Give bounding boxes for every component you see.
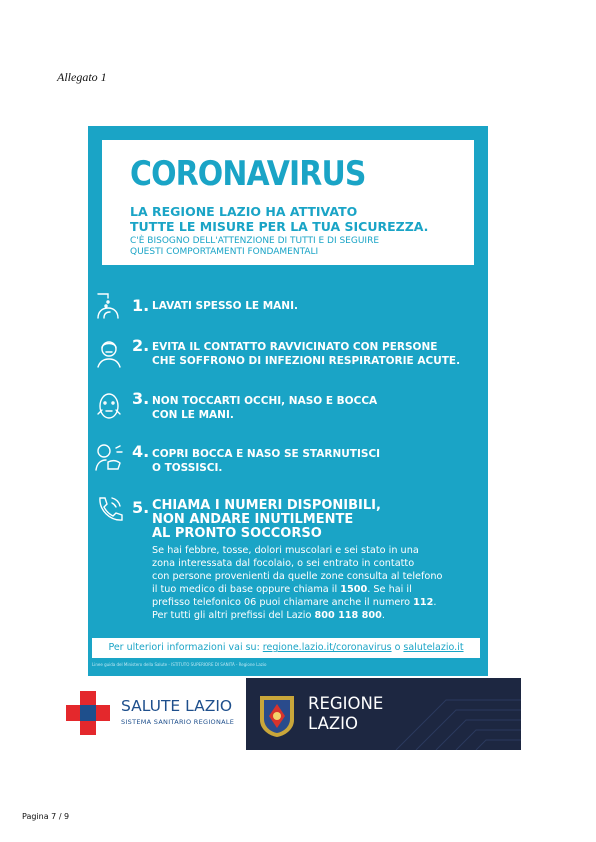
- info-mid: o: [391, 642, 404, 653]
- salutelazio-link[interactable]: salutelazio.it: [403, 642, 464, 653]
- poster-header: [102, 140, 474, 265]
- phone-number-1500: 1500: [340, 584, 368, 595]
- regione-link[interactable]: regione.lazio.it/coronavirus: [262, 642, 392, 653]
- desc-line: [152, 596, 482, 609]
- intro-line-1: C'È BISOGNO DELL'ATTENZIONE DI TUTTI E DI SEGUIRE: [130, 236, 380, 246]
- poster-fine-print: Linee guida del Ministero della Salute - ISTITUTO SUPERIORE DI SANITÀ - Regione Lazio: [92, 662, 267, 667]
- attachment-label: Allegato 1: [57, 70, 107, 84]
- red-cross-icon: [66, 691, 110, 735]
- subtitle-line-1: LA REGIONE LAZIO HA ATTIVATO: [130, 204, 358, 219]
- rule-item-3: [88, 386, 488, 430]
- desc-text: .: [381, 610, 385, 621]
- rule-item-4: [88, 438, 488, 484]
- rule-text-line-1: COPRI BOCCA E NASO SE STARNUTISCI: [152, 448, 381, 460]
- rule-text-line-2: CHE SOFFRONO DI INFEZIONI RESPIRATORIE ACUTE.: [152, 355, 461, 367]
- rule-text-line-2: NON ANDARE INUTILMENTE: [152, 512, 354, 527]
- desc-text: .: [433, 597, 437, 608]
- salute-lazio-name: SALUTE LAZIO: [121, 697, 233, 715]
- poster-subtitle: [130, 204, 428, 234]
- desc-line: Se hai febbre, tosse, dolori muscolari e sei stato in una: [152, 545, 419, 556]
- regione-line-2: LAZIO: [308, 714, 359, 733]
- regione-emblem-icon: [256, 690, 298, 738]
- sneeze-icon: [92, 440, 126, 474]
- rule-text-line-2: O TOSSISCI.: [152, 462, 223, 474]
- intro-line-2: QUESTI COMPORTAMENTI FONDAMENTALI: [130, 247, 319, 257]
- rule-number: 2.: [132, 336, 150, 355]
- rule-text: [152, 394, 377, 422]
- desc-line: zona interessata dal focolaio, o sei entrato in contatto: [152, 558, 415, 569]
- poster-intro: [130, 236, 379, 258]
- regione-lazio-name: [308, 694, 383, 734]
- desc-text: il tuo medico di base oppure chiama il: [152, 584, 341, 595]
- rule-text: [152, 447, 380, 475]
- rule-number: 4.: [132, 442, 150, 461]
- rule-text-line-1: NON TOCCARTI OCCHI, NASO E BOCCA: [152, 395, 378, 407]
- salute-lazio-logo: [66, 683, 244, 743]
- rule-number: 1.: [132, 296, 150, 315]
- rule-item-2: [88, 334, 488, 376]
- phone-icon: [92, 492, 126, 526]
- sick-person-icon: [92, 336, 126, 370]
- desc-line: [152, 609, 482, 622]
- rule-text-line-2: CON LE MANI.: [152, 409, 234, 421]
- subtitle-line-2: TUTTE LE MISURE PER LA TUA SICUREZZA.: [130, 219, 429, 234]
- phone-number-800: 800 118 800: [314, 610, 382, 621]
- hand-washing-icon: [92, 288, 126, 322]
- desc-text: prefisso telefonico 06 puoi chiamare anche il numero: [152, 597, 414, 608]
- rule-item-1: [88, 286, 488, 326]
- rule-text: [152, 499, 381, 541]
- regione-line-1: REGIONE: [308, 694, 384, 713]
- regione-lazio-logo: [246, 678, 521, 750]
- desc-text: Per tutti gli altri prefissi del Lazio: [152, 610, 315, 621]
- phone-number-112: 112: [413, 597, 434, 608]
- rule-text-line-3: AL PRONTO SOCCORSO: [152, 526, 322, 541]
- rule-text: LAVATI SPESSO LE MANI.: [152, 300, 298, 312]
- info-prefix: Per ulteriori informazioni vai su:: [108, 642, 263, 653]
- info-bar: [92, 638, 480, 658]
- coronavirus-poster: [88, 126, 488, 676]
- desc-text: . Se hai il: [367, 584, 412, 595]
- rule-item-5: [88, 492, 488, 632]
- desc-line: [152, 583, 482, 596]
- poster-title: CORONAVIRUS: [130, 154, 366, 194]
- face-touch-icon: [92, 390, 126, 424]
- rule-5-description: [152, 544, 482, 622]
- rule-text-line-1: CHIAMA I NUMERI DISPONIBILI,: [152, 498, 381, 513]
- rule-number: 5.: [132, 498, 150, 517]
- rule-text-line-1: EVITA IL CONTATTO RAVVICINATO CON PERSONE: [152, 341, 438, 353]
- page-number: Pagina 7 / 9: [22, 812, 70, 821]
- salute-lazio-subtitle: SISTEMA SANITARIO REGIONALE: [121, 718, 235, 726]
- desc-line: con persone provenienti da quelle zone consulta al telefono: [152, 571, 443, 582]
- rule-text: [152, 340, 460, 368]
- rule-number: 3.: [132, 389, 150, 408]
